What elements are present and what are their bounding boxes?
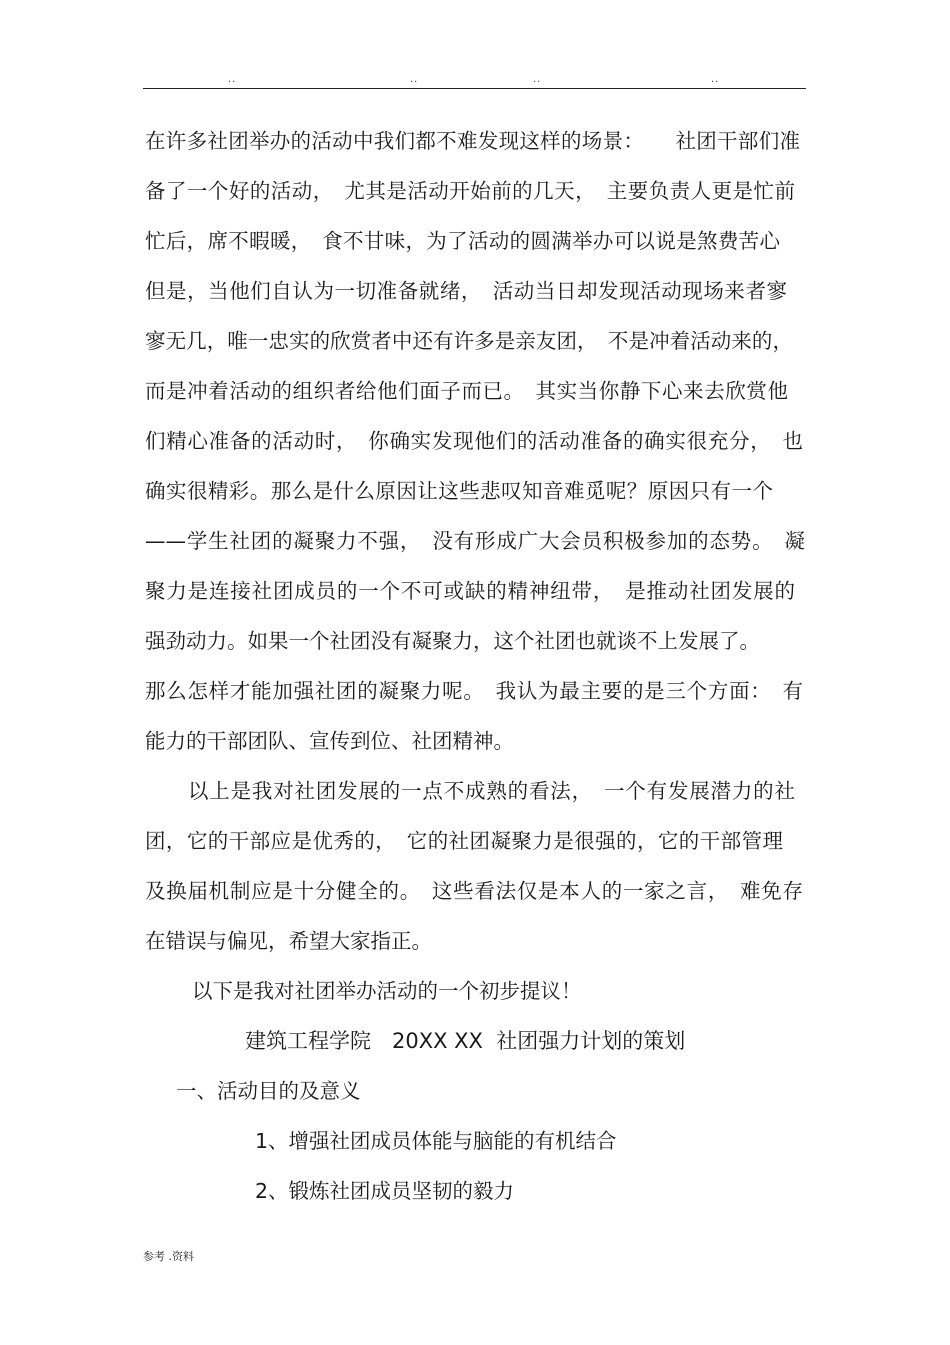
header-dot: .. <box>228 74 237 85</box>
header-dot: .. <box>711 74 720 85</box>
text-line: 在错误与偏见，希望大家指正。 <box>145 929 432 953</box>
list-item: 1、增强社团成员体能与脑能的有机结合 <box>255 1129 617 1153</box>
header-dot: .. <box>533 74 542 85</box>
text-line: 但是，当他们自认为一切准备就绪， 活动当日却发现活动现场来者寥 <box>145 279 787 303</box>
text-line: 寥无几，唯一忠实的欣赏者中还有许多是亲友团， 不是冲着活动来的， <box>145 329 793 353</box>
text-line: 们精心准备的活动时， 你确实发现他们的活动准备的确实很充分， 也 <box>145 429 803 453</box>
text-line: 聚力是连接社团成员的一个不可或缺的精神纽带， 是推动社团发展的 <box>145 579 795 603</box>
header-rule <box>143 88 806 89</box>
header-dot: .. <box>410 74 419 85</box>
text-line: 及换届机制应是十分健全的。 这些看法仅是本人的一家之言， 难免存 <box>145 879 803 903</box>
text-line: 强劲动力。如果一个社团没有凝聚力，这个社团也就谈不上发展了。 <box>145 629 760 653</box>
plan-title: 建筑工程学院 20XX XX 社团强力计划的策划 <box>245 1029 686 1053</box>
section-heading: 一、活动目的及意义 <box>176 1079 361 1103</box>
page-footer: 参考 .资料 <box>143 1250 194 1263</box>
text-line: 备了一个好的活动， 尤其是活动开始前的几天， 主要负责人更是忙前 <box>145 179 795 203</box>
list-item: 2、锻炼社团成员坚韧的毅力 <box>255 1179 515 1203</box>
text-line: 以上是我对社团发展的一点不成熟的看法， 一个有发展潜力的社 <box>188 779 795 803</box>
text-line: 忙后，席不暇暖， 食不甘味，为了活动的圆满举办可以说是煞费苦心 <box>145 229 780 253</box>
proposal-intro: 以下是我对社团举办活动的一个初步提议！ <box>192 979 582 1003</box>
text-line: 团，它的干部应是优秀的， 它的社团凝聚力是很强的，它的干部管理 <box>145 829 783 853</box>
text-line: 在许多社团举办的活动中我们都不难发现这样的场景： 社团干部们准 <box>145 129 800 153</box>
text-line: 而是冲着活动的组织者给他们面子而已。 其实当你静下心来去欣赏他 <box>145 379 788 403</box>
text-line: 能力的干部团队、宣传到位、社团精神。 <box>145 729 514 753</box>
text-line: ——学生社团的凝聚力不强， 没有形成广大会员积极参加的态势。 凝 <box>145 529 805 553</box>
text-line: 确实很精彩。那么是什么原因让这些悲叹知音难觅呢？原因只有一个 <box>145 479 773 503</box>
text-line: 那么怎样才能加强社团的凝聚力呢。 我认为最主要的是三个方面： 有 <box>145 679 803 703</box>
